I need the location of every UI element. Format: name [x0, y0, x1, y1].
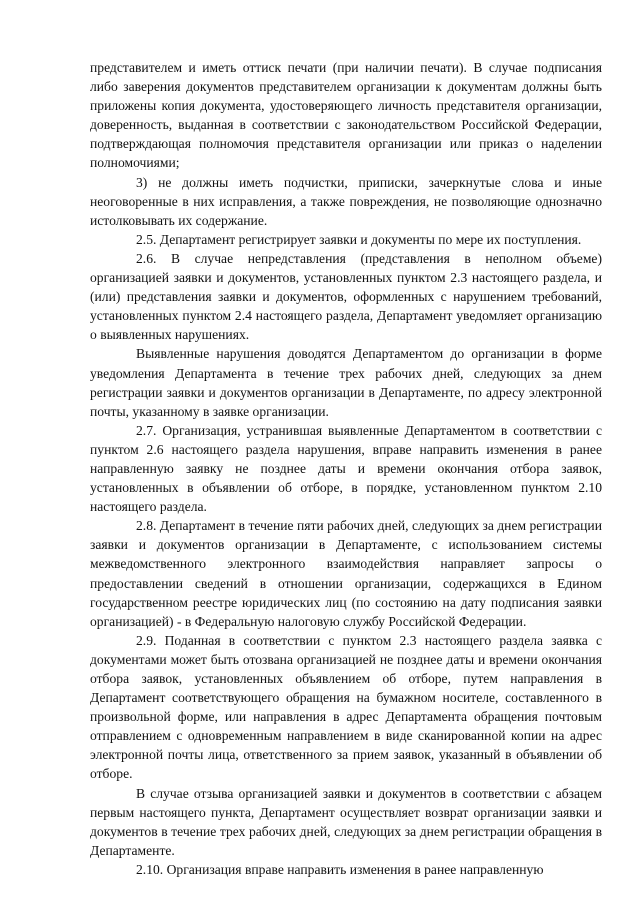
paragraph-5: Выявленные нарушения доводятся Департаментом до организации в форме уведомления Департамента в течение трех рабочих дней, следующих за днем регистрации заявки и документов организации в Департаменте, по адресу электронной почты, указанному в заявке организации. — [90, 346, 602, 419]
paragraph-9: В случае отзыва организацией заявки и документов в соответствии с абзацем первым настоящего пункта, Департамент осуществляет возврат организации заявки и документов в течение трех рабочих дней, следующих за днем регистрации обращения в Департаменте. — [90, 785, 602, 858]
paragraph-7: 2.8. Департамент в течение пяти рабочих дней, следующих за днем регистрации заявки и документов организации в Департаменте, с использованием системы межведомственного электронного взаимодействия направляет запросы о предоставлении сведений в отношении организации, содержащихся в Едином государственном реестре юридических лиц (по состоянию на дату подписания заявки организацией) - в Федеральную налоговую службу Российской Федерации. — [90, 518, 602, 629]
paragraph-3: 2.5. Департамент регистрирует заявки и документы по мере их поступления. — [136, 231, 582, 247]
document-page — [90, 58, 602, 879]
paragraph-1: представителем и иметь оттиск печати (при наличии печати). В случае подписания либо заверения документов представителем организации к документам должны быть приложены копия документа, удостоверяющего личность представителя организации, доверенность, выданная в соответствии с законодательством Российской Федерации, подтверждающая полномочия представителя организации или приказ о наделении полномочиями; — [90, 60, 602, 171]
paragraph-2: 3) не должны иметь подчистки, приписки, зачеркнутые слова и иные неоговоренные в них исправления, а также повреждения, не позволяющие однозначно истолковывать их содержание. — [90, 174, 602, 228]
paragraph-4: 2.6. В случае непредставления (представления в неполном объеме) организацией заявки и документов, установленных пунктом 2.3 настоящего раздела, и (или) представления заявки и документов, оформленных с нарушением требований, установленных пунктом 2.4 настоящего раздела, Департамент уведомляет организацию о выявленных нарушениях. — [90, 250, 602, 343]
paragraph-6: 2.7. Организация, устранившая выявленные Департаментом в соответствии с пунктом 2.6 настоящего раздела нарушения, вправе направить изменения в ранее направленную заявку не позднее даты и времени окончания отбора заявок, установленных в объявлении об отборе, в порядке, установленном пунктом 2.10 настоящего раздела. — [90, 422, 602, 515]
paragraph-8: 2.9. Поданная в соответствии с пунктом 2.3 настоящего раздела заявка с документами может быть отозвана организацией не позднее даты и времени окончания отбора заявок, установленных объявлением об отборе, путем направления в Департамент соответствующего обращения на бумажном носителе, составленного в произвольной форме, или направления в адрес Департамента обращения почтовым отправлением с одновременным направлением в виде сканированной копии на адрес электронной почты лица, ответственного за прием заявок, указанный в объявлении об отборе. — [90, 632, 602, 782]
paragraph-10: 2.10. Организация вправе направить изменения в ранее направленную — [136, 861, 544, 877]
